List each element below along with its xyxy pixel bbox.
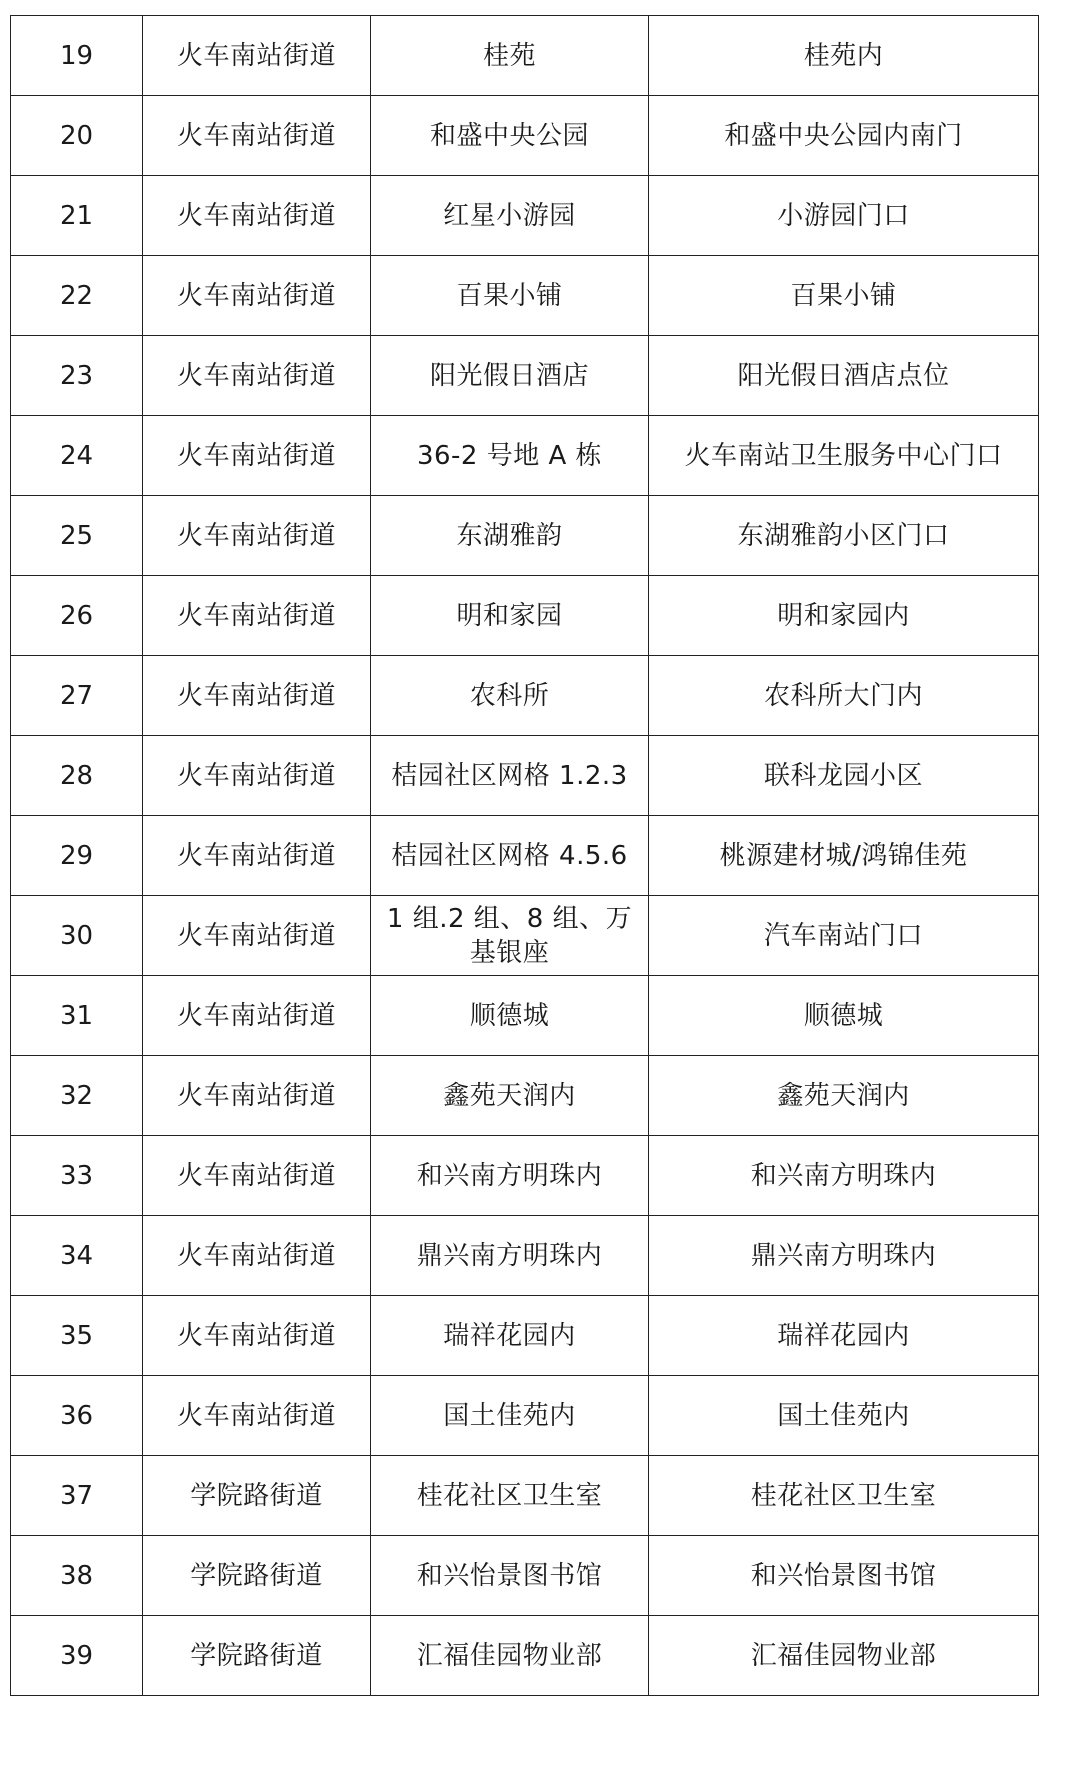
cell-site: 和兴怡景图书馆 — [371, 1536, 649, 1616]
table-row — [11, 416, 1039, 496]
cell-number: 25 — [11, 496, 143, 576]
table-row — [11, 1136, 1039, 1216]
cell-street: 火车南站街道 — [143, 1136, 371, 1216]
cell-site: 国土佳苑内 — [371, 1376, 649, 1456]
cell-street: 火车南站街道 — [143, 496, 371, 576]
cell-street: 火车南站街道 — [143, 16, 371, 96]
table-row — [11, 1456, 1039, 1536]
cell-number: 29 — [11, 816, 143, 896]
cell-location: 鼎兴南方明珠内 — [649, 1216, 1039, 1296]
cell-street: 火车南站街道 — [143, 256, 371, 336]
table-row — [11, 336, 1039, 416]
table-row — [11, 96, 1039, 176]
cell-site: 明和家园 — [371, 576, 649, 656]
cell-site: 鼎兴南方明珠内 — [371, 1216, 649, 1296]
cell-number: 36 — [11, 1376, 143, 1456]
cell-site: 红星小游园 — [371, 176, 649, 256]
cell-site: 东湖雅韵 — [371, 496, 649, 576]
cell-street: 火车南站街道 — [143, 976, 371, 1056]
table-row — [11, 1616, 1039, 1696]
table-row — [11, 1056, 1039, 1136]
cell-number: 34 — [11, 1216, 143, 1296]
cell-site: 瑞祥花园内 — [371, 1296, 649, 1376]
cell-location: 和盛中央公园内南门 — [649, 96, 1039, 176]
cell-location: 明和家园内 — [649, 576, 1039, 656]
table-row — [11, 496, 1039, 576]
cell-location: 和兴怡景图书馆 — [649, 1536, 1039, 1616]
cell-site: 36-2 号地 A 栋 — [371, 416, 649, 496]
cell-site: 和兴南方明珠内 — [371, 1136, 649, 1216]
cell-street: 火车南站街道 — [143, 96, 371, 176]
table-row — [11, 976, 1039, 1056]
cell-site: 桂苑 — [371, 16, 649, 96]
table-row — [11, 656, 1039, 736]
cell-site: 阳光假日酒店 — [371, 336, 649, 416]
cell-location: 联科龙园小区 — [649, 736, 1039, 816]
cell-site: 农科所 — [371, 656, 649, 736]
cell-number: 21 — [11, 176, 143, 256]
cell-site: 百果小铺 — [371, 256, 649, 336]
cell-location: 百果小铺 — [649, 256, 1039, 336]
cell-number: 35 — [11, 1296, 143, 1376]
cell-number: 37 — [11, 1456, 143, 1536]
cell-street: 学院路街道 — [143, 1616, 371, 1696]
cell-location: 火车南站卫生服务中心门口 — [649, 416, 1039, 496]
site-table-body — [11, 16, 1039, 1696]
cell-street: 火车南站街道 — [143, 1216, 371, 1296]
cell-number: 31 — [11, 976, 143, 1056]
cell-site: 桔园社区网格 4.5.6 — [371, 816, 649, 896]
cell-location: 和兴南方明珠内 — [649, 1136, 1039, 1216]
table-row — [11, 736, 1039, 816]
cell-number: 23 — [11, 336, 143, 416]
table-row — [11, 1376, 1039, 1456]
cell-number: 22 — [11, 256, 143, 336]
cell-street: 火车南站街道 — [143, 896, 371, 976]
table-row — [11, 1216, 1039, 1296]
table-row — [11, 576, 1039, 656]
table-row — [11, 16, 1039, 96]
cell-number: 33 — [11, 1136, 143, 1216]
cell-location: 桂花社区卫生室 — [649, 1456, 1039, 1536]
table-row — [11, 1296, 1039, 1376]
cell-site: 和盛中央公园 — [371, 96, 649, 176]
cell-street: 火车南站街道 — [143, 1376, 371, 1456]
cell-number: 38 — [11, 1536, 143, 1616]
cell-street: 火车南站街道 — [143, 176, 371, 256]
cell-site: 桂花社区卫生室 — [371, 1456, 649, 1536]
cell-site: 顺德城 — [371, 976, 649, 1056]
cell-number: 30 — [11, 896, 143, 976]
table-row — [11, 256, 1039, 336]
cell-location: 国土佳苑内 — [649, 1376, 1039, 1456]
cell-street: 学院路街道 — [143, 1456, 371, 1536]
cell-location: 瑞祥花园内 — [649, 1296, 1039, 1376]
cell-location: 桂苑内 — [649, 16, 1039, 96]
cell-number: 28 — [11, 736, 143, 816]
cell-location: 鑫苑天润内 — [649, 1056, 1039, 1136]
cell-street: 火车南站街道 — [143, 736, 371, 816]
cell-number: 27 — [11, 656, 143, 736]
table-row — [11, 176, 1039, 256]
cell-street: 学院路街道 — [143, 1536, 371, 1616]
table-row — [11, 896, 1039, 976]
cell-location: 桃源建材城/鸿锦佳苑 — [649, 816, 1039, 896]
cell-number: 26 — [11, 576, 143, 656]
cell-street: 火车南站街道 — [143, 336, 371, 416]
cell-location: 农科所大门内 — [649, 656, 1039, 736]
cell-street: 火车南站街道 — [143, 656, 371, 736]
cell-site: 1 组.2 组、8 组、万基银座 — [371, 896, 649, 976]
cell-number: 24 — [11, 416, 143, 496]
cell-location: 汽车南站门口 — [649, 896, 1039, 976]
cell-street: 火车南站街道 — [143, 1056, 371, 1136]
cell-location: 汇福佳园物业部 — [649, 1616, 1039, 1696]
cell-site: 桔园社区网格 1.2.3 — [371, 736, 649, 816]
cell-street: 火车南站街道 — [143, 1296, 371, 1376]
table-row — [11, 816, 1039, 896]
site-table — [10, 15, 1039, 1696]
cell-site: 汇福佳园物业部 — [371, 1616, 649, 1696]
cell-location: 顺德城 — [649, 976, 1039, 1056]
cell-location: 小游园门口 — [649, 176, 1039, 256]
cell-street: 火车南站街道 — [143, 416, 371, 496]
cell-number: 32 — [11, 1056, 143, 1136]
cell-street: 火车南站街道 — [143, 576, 371, 656]
cell-number: 19 — [11, 16, 143, 96]
table-row — [11, 1536, 1039, 1616]
site-table-container — [10, 15, 1038, 1696]
cell-number: 20 — [11, 96, 143, 176]
cell-number: 39 — [11, 1616, 143, 1696]
cell-site: 鑫苑天润内 — [371, 1056, 649, 1136]
cell-location: 东湖雅韵小区门口 — [649, 496, 1039, 576]
cell-street: 火车南站街道 — [143, 816, 371, 896]
cell-location: 阳光假日酒店点位 — [649, 336, 1039, 416]
